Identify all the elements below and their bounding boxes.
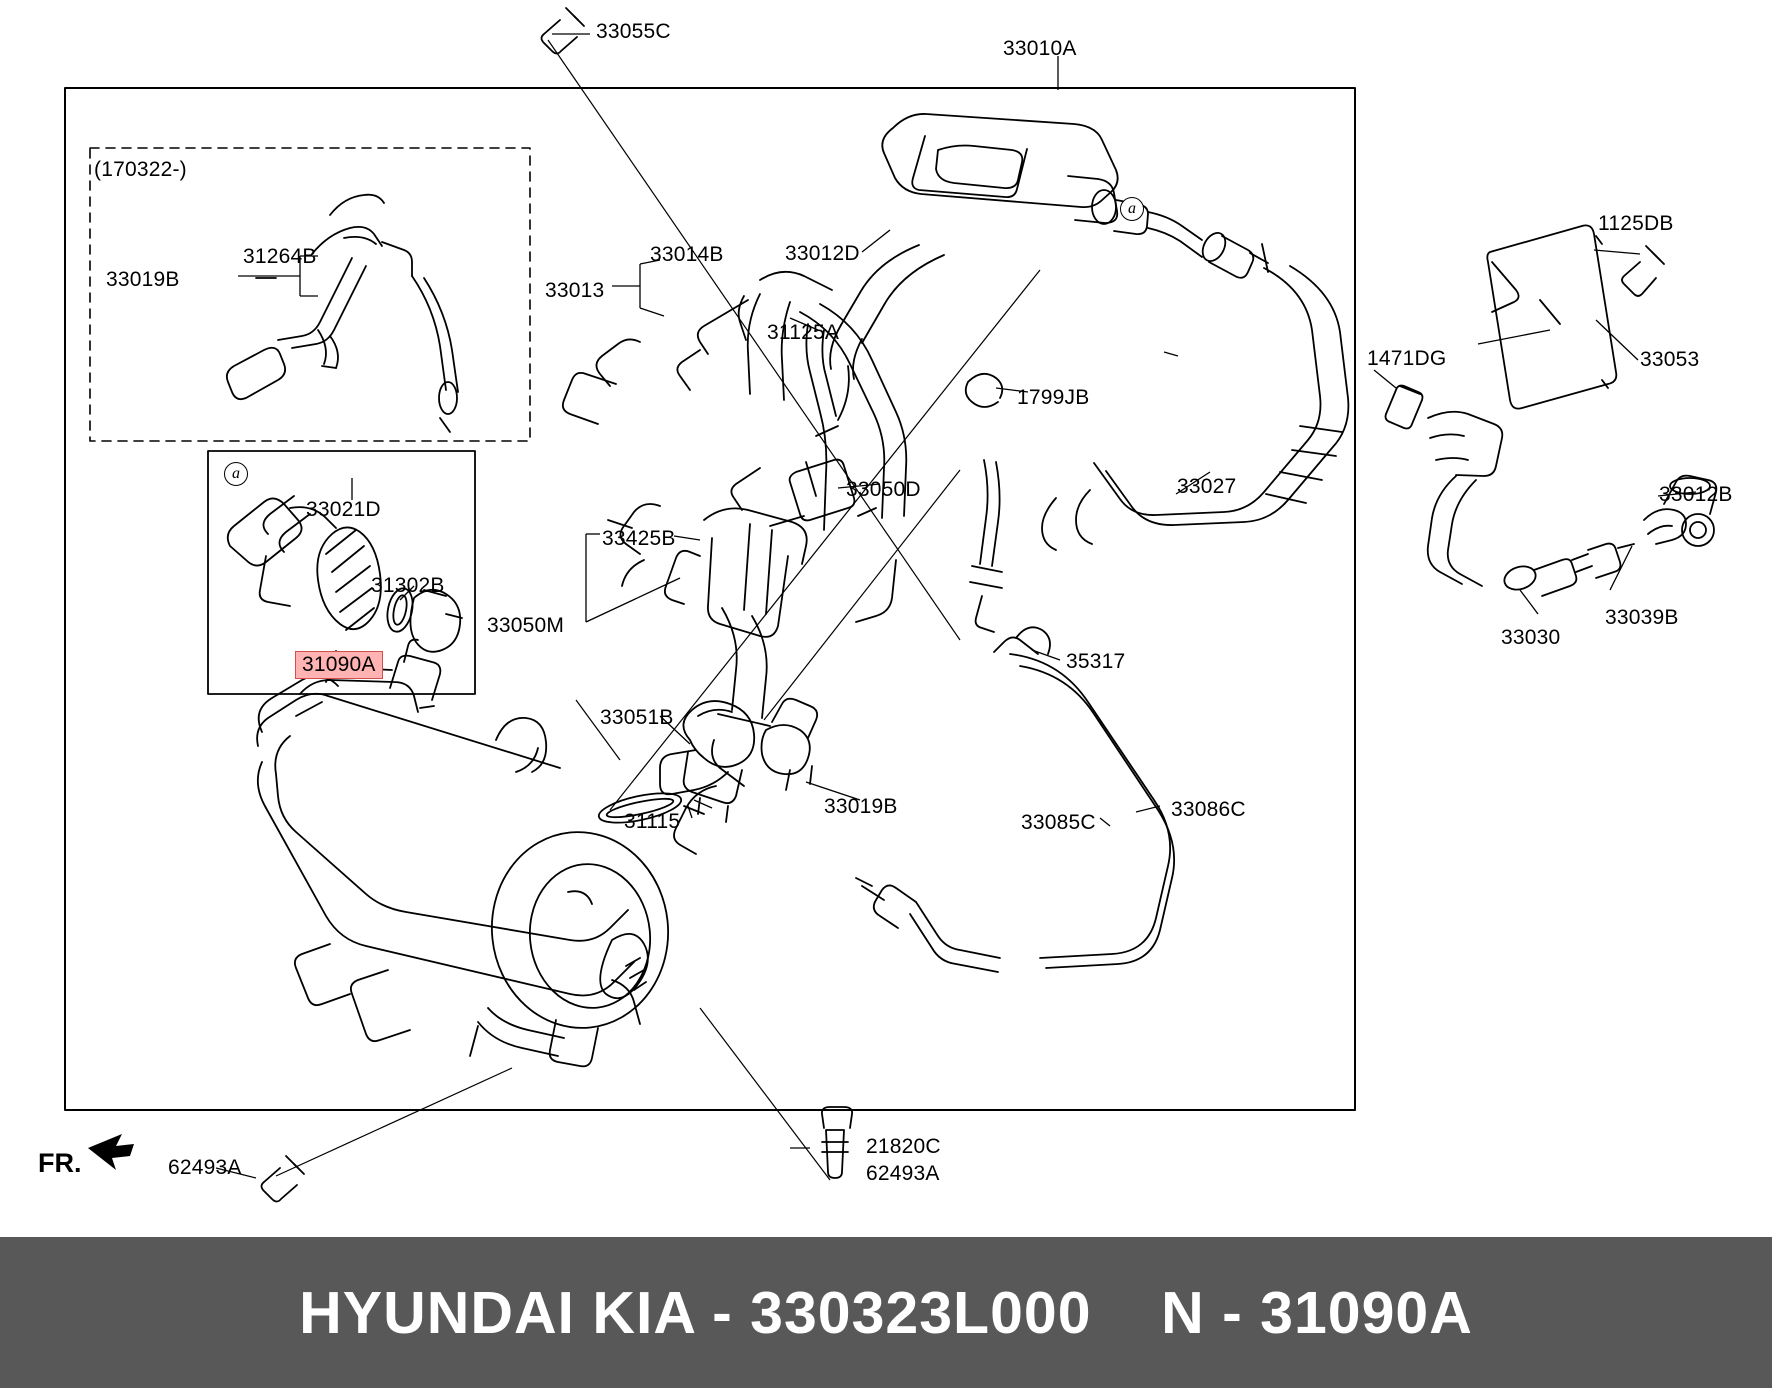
front-direction-label: FR. xyxy=(38,1148,82,1178)
part-label-33050M: 33050M xyxy=(487,614,565,637)
part-label-33051B: 33051B xyxy=(600,706,674,729)
part-label-31090A-highlighted: 31090A xyxy=(295,651,383,679)
part-label-33027: 33027 xyxy=(1177,475,1237,498)
part-label-1125DB: 1125DB xyxy=(1598,212,1674,235)
part-label-33019B: 33019B xyxy=(106,268,180,291)
part-label-62493A: 62493A xyxy=(168,1156,242,1179)
part-label-33425B: 33425B xyxy=(602,527,676,550)
part-label-33012D: 33012D xyxy=(785,242,860,265)
callout-a-inset: a xyxy=(224,462,248,486)
part-label-33086C: 33086C xyxy=(1171,798,1246,821)
part-label-31264B: 31264B xyxy=(243,245,317,268)
part-label-62493A-lower: 62493A xyxy=(866,1162,940,1185)
part-label-33014B: 33014B xyxy=(650,243,724,266)
part-label-31125A: 31125A xyxy=(767,321,840,344)
part-label-21820C: 21820C xyxy=(866,1135,941,1158)
part-label-33010A: 33010A xyxy=(1003,37,1077,60)
part-label-33030: 33030 xyxy=(1501,626,1561,649)
footer-bar xyxy=(0,1237,1772,1388)
footer-part-caption: HYUNDAI KIA - 330323L000 N - 31090A xyxy=(299,1279,1473,1346)
part-label-33085C: 33085C xyxy=(1021,811,1096,834)
part-label-33053: 33053 xyxy=(1640,348,1700,371)
part-label-1799JB: 1799JB xyxy=(1017,386,1090,409)
part-label-31302B: 31302B xyxy=(371,574,445,597)
part-label-33039B: 33039B xyxy=(1605,606,1679,629)
callout-a-top: a xyxy=(1120,197,1144,221)
part-label-33021D: 33021D xyxy=(306,498,381,521)
part-label-35317: 35317 xyxy=(1066,650,1126,673)
part-label-31115: 31115 xyxy=(624,810,681,833)
part-label-33013: 33013 xyxy=(545,279,605,302)
part-label-33019B-lower: 33019B xyxy=(824,795,898,818)
part-label-33050D: 33050D xyxy=(846,478,921,501)
date-range-note: (170322-) xyxy=(94,158,187,181)
part-label-33055C: 33055C xyxy=(596,20,671,43)
part-label-1471DG: 1471DG xyxy=(1367,347,1447,370)
part-label-33012B: 33012B xyxy=(1659,483,1733,506)
